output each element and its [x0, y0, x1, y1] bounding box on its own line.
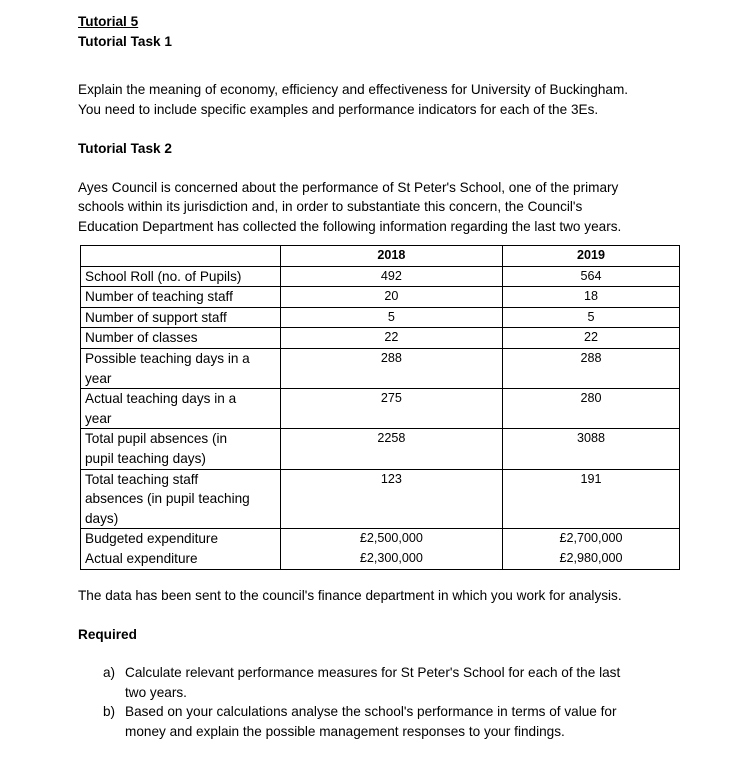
row-label: Total teaching staff absences (in pupil teaching days)	[81, 469, 281, 529]
value-2018: 2258	[280, 429, 502, 469]
list-item	[78, 702, 698, 741]
table-row	[81, 348, 680, 388]
value-2019: 22	[502, 328, 679, 349]
value-2018: 123	[280, 469, 502, 529]
school-data-table	[80, 245, 680, 570]
table-row	[81, 307, 680, 328]
table-row	[81, 389, 680, 429]
value-2019: 18	[502, 287, 679, 308]
task2-paragraph	[78, 178, 688, 237]
required-heading: Required	[78, 626, 137, 642]
required-list	[78, 663, 698, 741]
value-2019: 5	[502, 307, 679, 328]
table-row	[81, 328, 680, 349]
task1-paragraph	[78, 80, 688, 119]
value-2018: 288	[280, 348, 502, 388]
row-label: Number of classes	[81, 328, 281, 349]
task1-line: You need to include specific examples and performance indicators for each of the 3Es.	[78, 101, 599, 117]
analysis-note: The data has been sent to the council's finance department in which you work for analysis.	[78, 588, 622, 603]
header-2019: 2019	[502, 246, 679, 267]
list-item-text: two years.	[125, 684, 187, 700]
value-2018: 5	[280, 307, 502, 328]
list-item	[78, 663, 698, 702]
value-2018: 492	[280, 266, 502, 287]
list-marker: b)	[103, 704, 116, 719]
row-label: Total pupil absences (in pupil teaching days)	[81, 429, 281, 469]
header-2018: 2018	[280, 246, 502, 267]
table-row	[81, 429, 680, 469]
value-2019: 280	[502, 389, 679, 429]
value-2019: 288	[502, 348, 679, 388]
task2-line: Ayes Council is concerned about the performance of St Peter's School, one of the primary	[78, 179, 619, 195]
row-label: Number of support staff	[81, 307, 281, 328]
value-2018: £2,500,000 £2,300,000	[280, 529, 502, 569]
value-2019: 3088	[502, 429, 679, 469]
list-marker: a)	[103, 665, 116, 680]
row-label: School Roll (no. of Pupils)	[81, 266, 281, 287]
row-label: Possible teaching days in a year	[81, 348, 281, 388]
row-label: Number of teaching staff	[81, 287, 281, 308]
value-2019: £2,700,000 £2,980,000	[502, 529, 679, 569]
header-blank-cell	[81, 246, 281, 267]
value-2019: 191	[502, 469, 679, 529]
task2-title: Tutorial Task 2	[78, 141, 172, 156]
table-row	[81, 529, 680, 569]
value-2019: 564	[502, 266, 679, 287]
value-2018: 20	[280, 287, 502, 308]
document-body	[78, 12, 688, 236]
table-row	[81, 287, 680, 308]
task2-line: schools within its jurisdiction and, in order to substantiate this concern, the Council's	[78, 199, 583, 214]
after-table-section	[78, 586, 698, 741]
table-row	[81, 469, 680, 529]
task2-line: Education Department has collected the following information regarding the last two years.	[78, 218, 622, 234]
tutorial-heading: Tutorial 5	[78, 14, 139, 29]
table-row	[81, 266, 680, 287]
row-label: Actual teaching days in a year	[81, 389, 281, 429]
value-2018: 22	[280, 328, 502, 349]
task1-line: Explain the meaning of economy, efficiency and effectiveness for University of Buckingham.	[78, 82, 629, 97]
value-2018: 275	[280, 389, 502, 429]
list-item-text: money and explain the possible management responses to your findings.	[125, 723, 565, 739]
task1-title: Tutorial Task 1	[78, 33, 172, 49]
table-header-row	[81, 246, 680, 267]
list-item-text: Calculate relevant performance measures for St Peter's School for each of the last	[125, 665, 621, 680]
list-item-text: Based on your calculations analyse the school's performance in terms of value for	[125, 704, 617, 719]
row-label: Budgeted expenditure Actual expenditure	[81, 529, 281, 569]
